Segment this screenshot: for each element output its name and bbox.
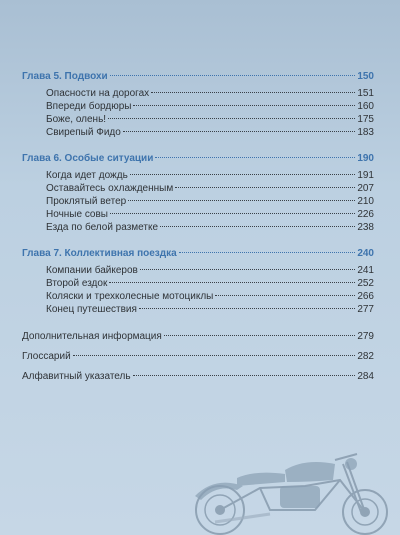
toc-entry[interactable]	[22, 87, 374, 100]
chapter-6-block	[22, 152, 374, 234]
toc-entry[interactable]	[22, 290, 374, 303]
chapter-title: Глава 6. Особые ситуации	[22, 153, 154, 164]
chapter-5-block	[22, 70, 374, 139]
toc-appendix-entry[interactable]	[22, 330, 374, 343]
chapter-title: Глава 7. Коллективная поездка	[22, 248, 177, 259]
entry-title: Езда по белой разметке	[46, 222, 159, 233]
page-number: 210	[357, 196, 374, 207]
entry-title: Впереди бордюры	[46, 101, 132, 112]
entry-title: Дополнительная информация	[22, 331, 162, 342]
page-number: 191	[357, 170, 374, 181]
entry-title: Глоссарий	[22, 351, 71, 362]
page-number: 150	[357, 71, 374, 82]
leader-dots	[108, 118, 355, 119]
leader-dots	[133, 375, 356, 376]
leader-dots	[128, 200, 355, 201]
chapter-7-block	[22, 247, 374, 316]
leader-dots	[109, 282, 355, 283]
toc-appendix-entry[interactable]	[22, 350, 374, 363]
page-number: 241	[357, 265, 374, 276]
page-number: 238	[357, 222, 374, 233]
entry-title: Компании байкеров	[46, 265, 138, 276]
toc-chapter-6[interactable]	[22, 152, 374, 165]
entry-title: Второй ездок	[46, 278, 108, 289]
page-number: 226	[357, 209, 374, 220]
page-number: 252	[357, 278, 374, 289]
toc-entry[interactable]	[22, 195, 374, 208]
toc-entry[interactable]	[22, 277, 374, 290]
entry-title: Коляски и трехколесные мотоциклы	[46, 291, 214, 302]
toc-chapter-7[interactable]	[22, 247, 374, 260]
leader-dots	[151, 92, 355, 93]
page-number: 277	[357, 304, 374, 315]
page-number: 240	[357, 248, 374, 259]
page-number: 151	[357, 88, 374, 99]
toc-entry[interactable]	[22, 303, 374, 316]
leader-dots	[133, 105, 355, 106]
entry-title: Опасности на дорогах	[46, 88, 150, 99]
toc-entry[interactable]	[22, 126, 374, 139]
entry-title: Алфавитный указатель	[22, 371, 131, 382]
leader-dots	[179, 252, 356, 253]
toc-entry[interactable]	[22, 221, 374, 234]
toc-chapter-5[interactable]	[22, 70, 374, 83]
leader-dots	[110, 213, 355, 214]
page-number: 266	[357, 291, 374, 302]
entry-title: Боже, олень!	[46, 114, 107, 125]
table-of-contents	[22, 70, 374, 390]
page-number: 284	[357, 371, 374, 382]
leader-dots	[155, 157, 355, 158]
toc-entry[interactable]	[22, 208, 374, 221]
entry-title: Оставайтесь охлажденным	[46, 183, 174, 194]
leader-dots	[73, 355, 356, 356]
toc-appendix-entry[interactable]	[22, 370, 374, 383]
leader-dots	[139, 308, 355, 309]
entry-title: Ночные совы	[46, 209, 108, 220]
toc-entry[interactable]	[22, 113, 374, 126]
page-number: 175	[357, 114, 374, 125]
page-number: 183	[357, 127, 374, 138]
page-number: 190	[357, 153, 374, 164]
page-number: 279	[357, 331, 374, 342]
toc-entry[interactable]	[22, 182, 374, 195]
leader-dots	[130, 174, 356, 175]
leader-dots	[160, 226, 355, 227]
toc-entry[interactable]	[22, 100, 374, 113]
leader-dots	[140, 269, 355, 270]
entry-title: Конец путешествия	[46, 304, 137, 315]
leader-dots	[175, 187, 355, 188]
toc-entry[interactable]	[22, 264, 374, 277]
leader-dots	[123, 131, 356, 132]
leader-dots	[110, 75, 356, 76]
entry-title: Проклятый ветер	[46, 196, 127, 207]
appendix-block	[22, 330, 374, 383]
leader-dots	[164, 335, 356, 336]
chapter-title: Глава 5. Подвохи	[22, 71, 108, 82]
toc-entry[interactable]	[22, 169, 374, 182]
entry-title: Свирепый Фидо	[46, 127, 121, 138]
motorcycle-illustration	[175, 440, 400, 535]
page-number: 160	[357, 101, 374, 112]
leader-dots	[215, 295, 355, 296]
page-number: 207	[357, 183, 374, 194]
page-number: 282	[357, 351, 374, 362]
entry-title: Когда идет дождь	[46, 170, 128, 181]
